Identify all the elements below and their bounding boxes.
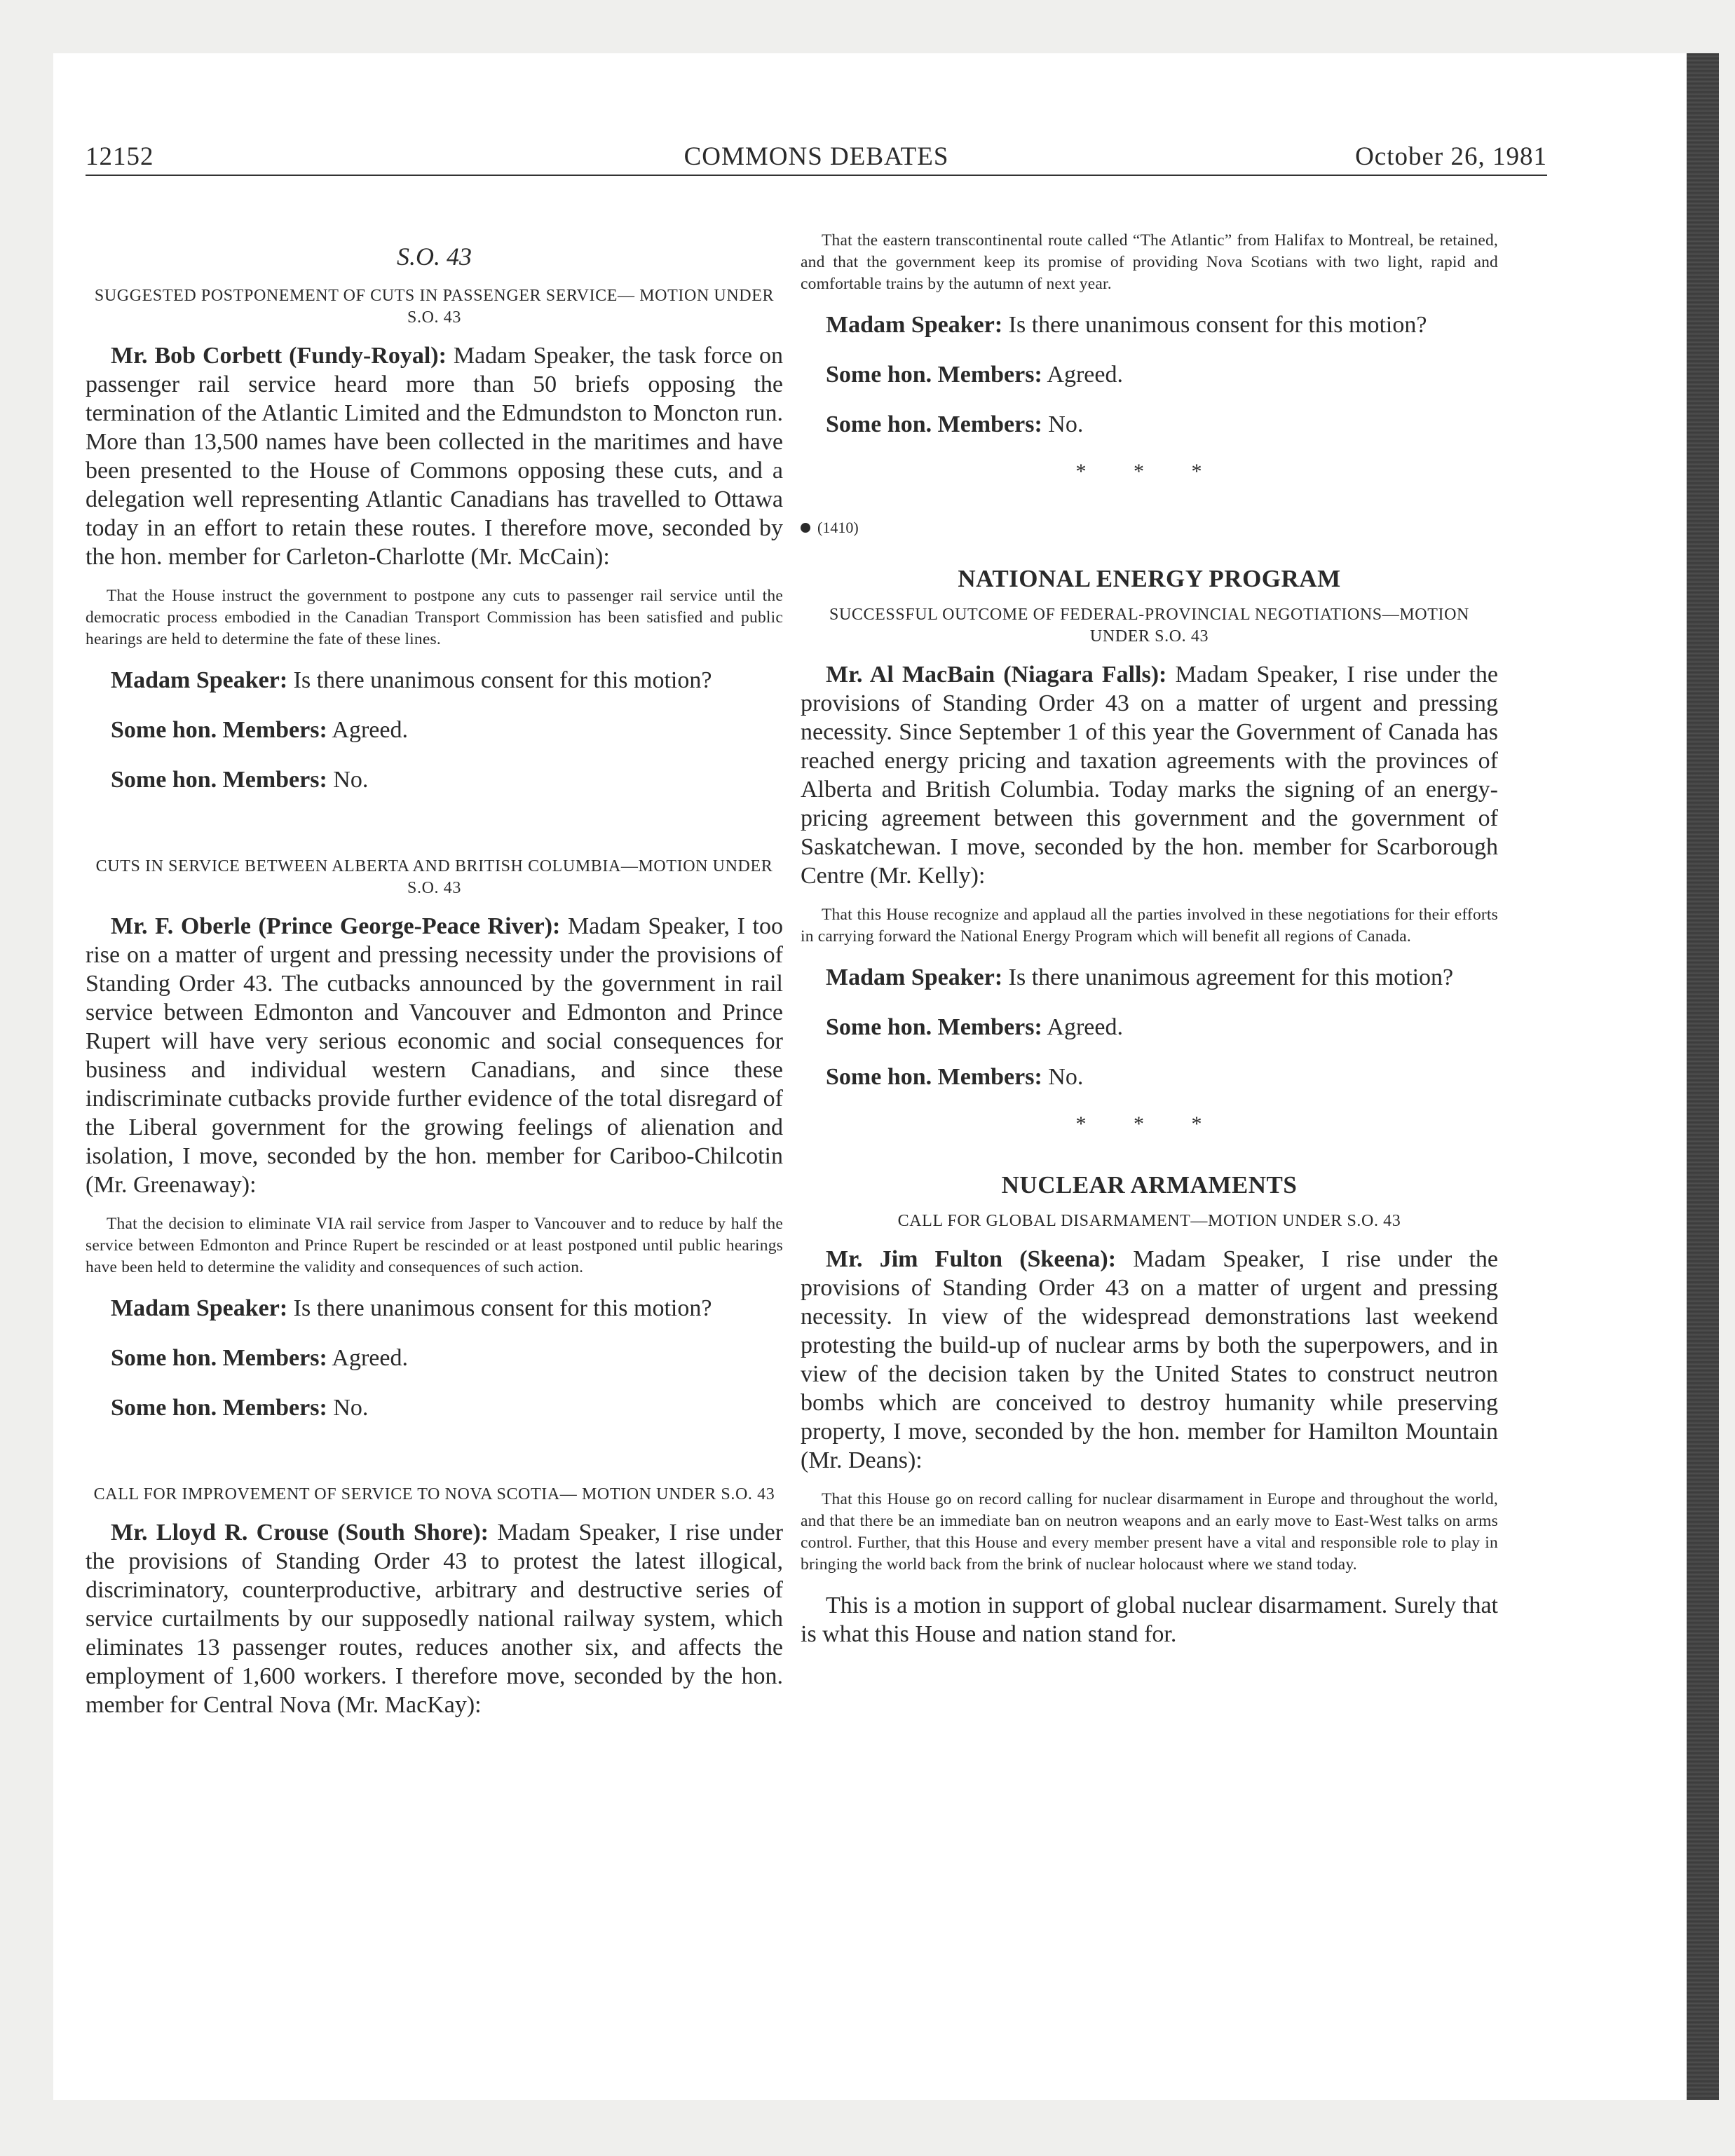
speech-text: Agreed. (1047, 362, 1123, 388)
section-heading: S.O. 43 (397, 243, 472, 271)
speech-text: Agreed. (332, 1345, 408, 1371)
speech-text: Is there unanimous consent for this motion? (293, 1295, 712, 1321)
speech (801, 410, 1498, 439)
speaker-name: Some hon. Members: (111, 1395, 327, 1421)
speaker-name: Some hon. Members: (826, 1014, 1042, 1040)
speaker-name: Madam Speaker: (111, 1295, 288, 1321)
speaker-name: Some hon. Members: (111, 767, 327, 793)
speaker-name: Some hon. Members: (111, 1345, 327, 1371)
publication-date: October 26, 1981 (1355, 142, 1547, 171)
motion-text: That this House recognize and applaud all the parties involved in these negotiations for their efforts in carrying forward the National Energy Program which will benefit all regions of Canada. (801, 906, 1498, 946)
speech-text: Is there unanimous consent for this motion? (293, 667, 712, 693)
timestamp (801, 519, 1498, 537)
section-heading: NATIONAL ENERGY PROGRAM (958, 565, 1341, 592)
speech (801, 360, 1498, 389)
publication-title: COMMONS DEBATES (683, 142, 949, 171)
speech-text: Madam Speaker, I rise under the provisions of Standing Order 43 to protest the latest illogical, discriminatory, counterproductive, arbitrary and destructive series of service curtailments by our supposedly national railway system, which eliminates 13 passenger routes, reduces another six, and affects the employment of 1,600 workers. I therefore move, seconded by the hon. member for Central Nova (Mr. MacKay): (86, 1520, 784, 1718)
speech-text: No. (333, 1395, 369, 1421)
speech (86, 765, 783, 794)
speech-text: Madam Speaker, the task force on passenger rail service heard more than 50 briefs opposing the termination of the Atlantic Limited and the Edmundston to Moncton run. More than 13,500 names have been collected in the maritimes and have been presented to the House of Commons opposing these cuts, and a delegation well representing Atlantic Canadians has travelled to Ottawa today in an effort to retain these routes. I therefore move, seconded by the hon. member for Carleton-Charlotte (Mr. McCain): (86, 343, 783, 570)
speech (86, 1344, 783, 1372)
speaker-name: Some hon. Members: (826, 1064, 1042, 1090)
speech (801, 660, 1498, 890)
time-text: (1410) (817, 519, 859, 536)
section-separator: * * * (1075, 460, 1223, 483)
section-separator: * * * (1075, 1112, 1223, 1135)
motion-text: That the House instruct the government to postpone any cuts to passenger rail service until the democratic process embodied in the Canadian Transport Commission has been satisfied and public hearings are held to determine the fate of these lines. (86, 587, 783, 648)
speaker-name: Mr. Al MacBain (Niagara Falls): (826, 662, 1167, 688)
speaker-name: Mr. Bob Corbett (Fundy-Royal): (111, 343, 447, 369)
subheading: CALL FOR GLOBAL DISARMAMENT—MOTION UNDER S.O. 43 (897, 1212, 1401, 1230)
speech (801, 963, 1498, 992)
speech (86, 716, 783, 744)
speech (801, 311, 1498, 339)
page-header (86, 139, 1547, 176)
subheading: CALL FOR IMPROVEMENT OF SERVICE TO NOVA SCOTIA— MOTION UNDER S.O. 43 (93, 1485, 775, 1503)
speaker-name: Some hon. Members: (111, 717, 327, 743)
speech (86, 341, 783, 571)
speech (86, 912, 783, 1199)
speech (801, 1013, 1498, 1042)
speech (86, 1518, 783, 1719)
speech-text: No. (1048, 1064, 1084, 1090)
speech (86, 1393, 783, 1422)
speech-text: No. (1048, 411, 1084, 437)
section-heading: NUCLEAR ARMAMENTS (1001, 1171, 1298, 1199)
speech (86, 1294, 783, 1323)
speaker-name: Some hon. Members: (826, 411, 1042, 437)
speaker-name: Mr. F. Oberle (Prince George-Peace River): (111, 913, 561, 939)
right-column (801, 230, 1498, 1663)
motion-text: That this House go on record calling for nuclear disarmament in Europe and throughout the world, and that there be an immediate ban on neutron weapons and an early move to East-West talks on arms control. Further, that this House and every member present have a vital and responsible role to play in bringing the world back from the brink of nuclear holocaust where we stand today. (801, 1490, 1498, 1574)
speech-text: Agreed. (1047, 1014, 1123, 1040)
speech-text: Madam Speaker, I rise under the provisions of Standing Order 43 on a matter of urgent and pressing necessity. In view of the widespread demonstrations last weekend protesting the build-up of nuclear arms by both the superpowers, and in view of the decision taken by the United States to construct neutron bombs which are conceived to destroy humanity while preserving property, I move, seconded by the hon. member for Hamilton Mountain (Mr. Deans): (801, 1246, 1499, 1473)
subheading: CUTS IN SERVICE BETWEEN ALBERTA AND BRITISH COLUMBIA—MOTION UNDER S.O. 43 (95, 857, 773, 897)
speech (801, 1245, 1498, 1475)
speaker-name: Mr. Lloyd R. Crouse (South Shore): (111, 1520, 489, 1546)
motion-text: That the decision to eliminate VIA rail service from Jasper to Vancouver and to reduce by half the service between Edmonton and Prince Rupert be rescinded or at least postponed until public hearings have been held to determine the validity and consequences of such action. (86, 1215, 783, 1276)
motion-text: That the eastern transcontinental route called “The Atlantic” from Halifax to Montreal, be retained, and that the government keep its promise of providing Nova Scotians with two light, rapid and comfortable trains by the autumn of next year. (801, 231, 1498, 293)
subheading: SUGGESTED POSTPONEMENT OF CUTS IN PASSENGER SERVICE— MOTION UNDER S.O. 43 (94, 287, 775, 327)
speech-text: No. (333, 767, 369, 793)
speaker-name: Madam Speaker: (826, 964, 1003, 990)
closing-paragraph: This is a motion in support of global nuclear disarmament. Surely that is what this House and nation stand for. (801, 1592, 1498, 1647)
speaker-name: Mr. Jim Fulton (Skeena): (826, 1246, 1117, 1272)
speaker-name: Madam Speaker: (826, 312, 1003, 338)
speech-text: Madam Speaker, I rise under the provisions of Standing Order 43 on a matter of urgent and pressing necessity. Since September 1 of this year the Government of Canada has reached energy pricing and taxation agreements with the provinces of Alberta and British Columbia. Today marks the signing of an energy-pricing agreement between this government and the government of Saskatchewan. I move, seconded by the hon. member for Scarborough Centre (Mr. Kelly): (801, 662, 1498, 889)
speaker-name: Madam Speaker: (111, 667, 288, 693)
bullet-icon (801, 523, 810, 533)
speech (801, 1063, 1498, 1091)
subheading: SUCCESSFUL OUTCOME OF FEDERAL-PROVINCIAL NEGOTIATIONS—MOTION UNDER S.O. 43 (829, 606, 1469, 646)
speech-text: Agreed. (332, 717, 408, 743)
speaker-name: Some hon. Members: (826, 362, 1042, 388)
left-column (86, 242, 783, 1733)
page-number: 12152 (86, 142, 154, 171)
speech-text: Is there unanimous consent for this motion? (1008, 312, 1427, 338)
speech (86, 666, 783, 695)
speech-text: Is there unanimous agreement for this motion? (1008, 964, 1454, 990)
scan-edge (1687, 53, 1719, 2100)
speech-text: Madam Speaker, I too rise on a matter of urgent and pressing necessity under the provisions of Standing Order 43. The cutbacks announced by the government in rail service between Edmonton and Vancouver and Edmonton and Prince Rupert will have very serious economic and social consequences for business and individual western Canadians, and since these indiscriminate cutbacks provide further evidence of the total disregard of the Liberal government for the growing feelings of alienation and isolation, I move, seconded by the hon. member for Cariboo-Chilcotin (Mr. Greenaway): (86, 913, 783, 1198)
